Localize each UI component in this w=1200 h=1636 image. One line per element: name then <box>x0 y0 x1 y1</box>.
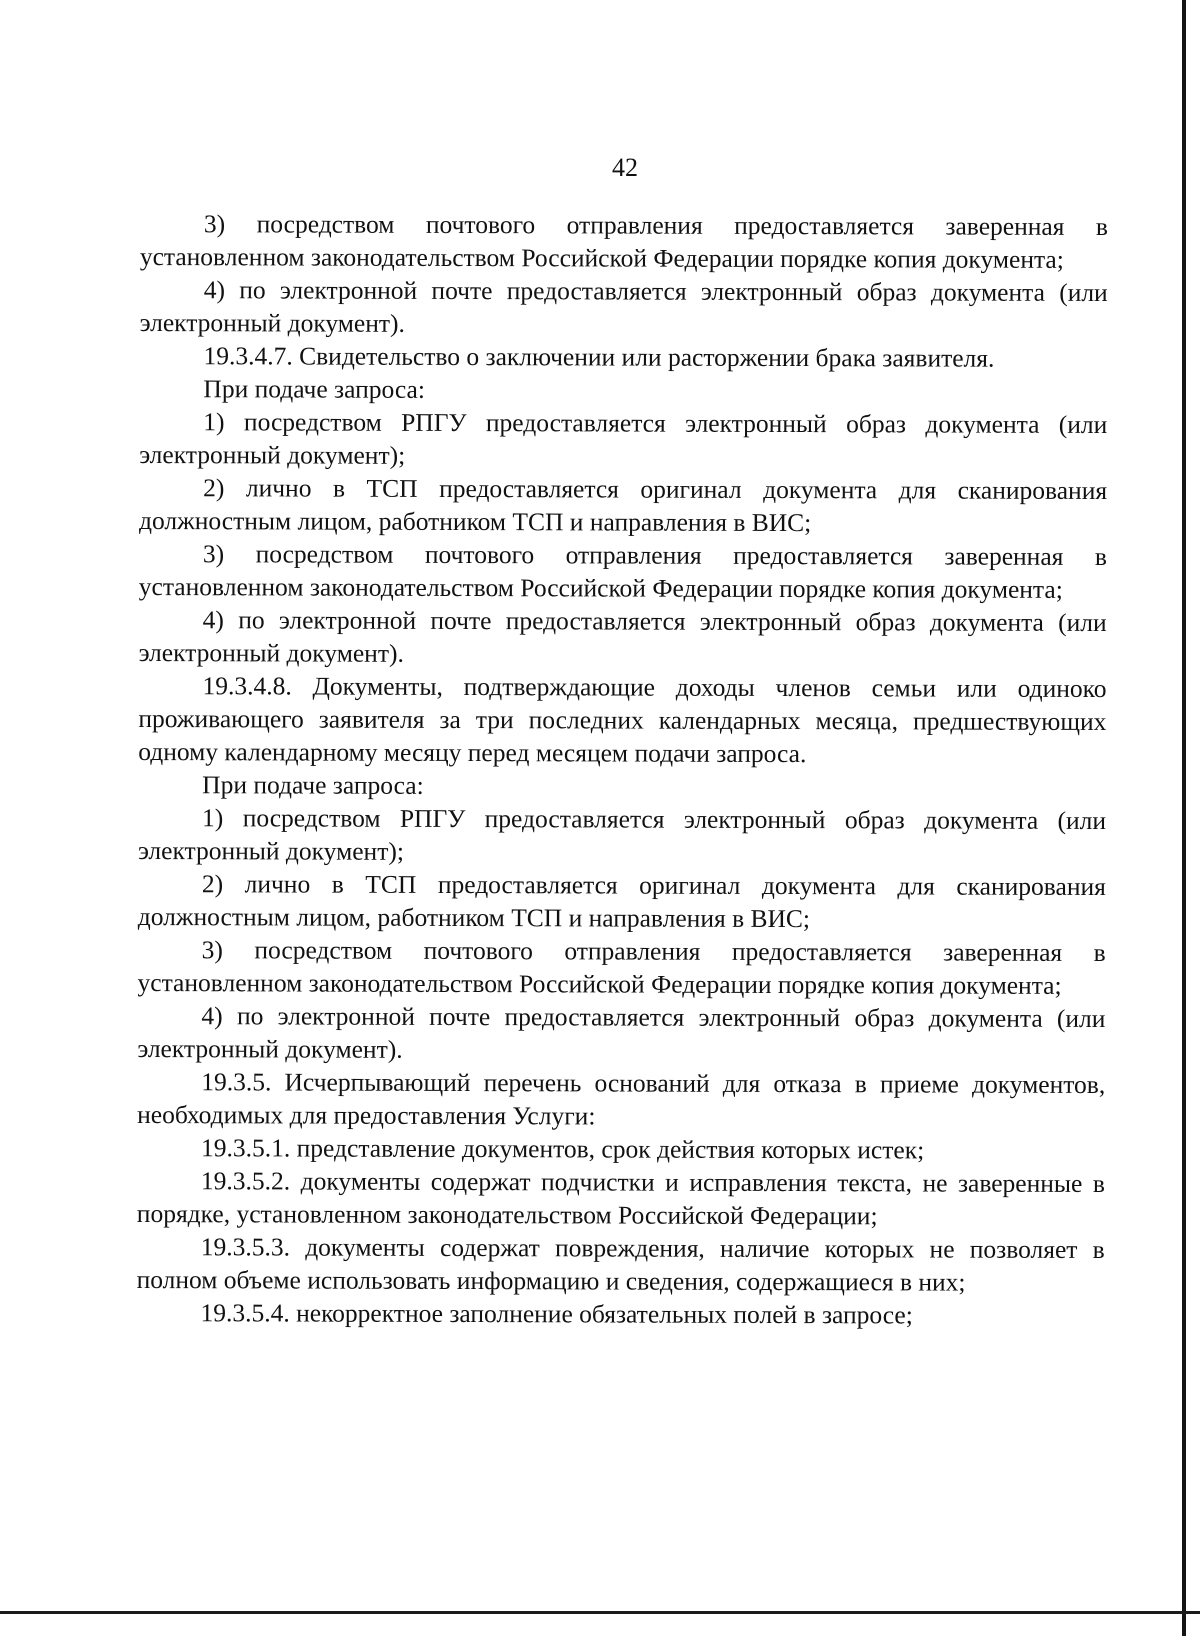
list-item: 19.3.5.3. документы содержат повреждения, наличие которых не позволяет в полном объеме использовать информацию и сведения, содержащиеся в них; <box>136 1232 1105 1297</box>
list-item: 19.3.5.2. документы содержат подчистки и исправления текста, не заверенные в порядке, установленном законодательством Российской Федерации; <box>136 1166 1105 1231</box>
paragraph: 1) посредством РПГУ предоставляется электронный образ документа (или электронный документ); <box>139 407 1108 470</box>
page-edge-right <box>1182 0 1186 1636</box>
list-item: 19.3.5.1. представление документов, срок действия которых истек; <box>200 1133 925 1165</box>
document-body <box>136 207 1108 1332</box>
paragraph: 4) по электронной почте предоставляется электронный образ документа (или электронный документ). <box>138 605 1107 668</box>
paragraph: При подаче запроса: <box>203 374 425 404</box>
paragraph: 3) посредством почтового отправления предоставляется заверенная в установленном законодательством Российской Федерации порядке копия документа; <box>139 209 1108 274</box>
paragraph: 3) посредством почтового отправления предоставляется заверенная в установленном законодательством Российской Федерации порядке копия документа; <box>137 935 1106 1000</box>
paragraph: 2) лично в ТСП предоставляется оригинал документа для сканирования должностным лицом, работником ТСП и направления в ВИС; <box>137 869 1106 934</box>
section-heading: 19.3.4.8. Документы, подтверждающие доходы членов семьи или одиноко проживающего заявителя за три последних календарных месяца, предшествующих одному календарному месяцу перед месяцем подачи запроса. <box>138 671 1107 769</box>
paragraph: 1) посредством РПГУ предоставляется электронный образ документа (или электронный документ); <box>137 803 1107 866</box>
paragraph: 2) лично в ТСП предоставляется оригинал документа для сканирования должностным лицом, работником ТСП и направления в ВИС; <box>138 473 1108 538</box>
paragraph: 3) посредством почтового отправления предоставляется заверенная в установленном законодательством Российской Федерации порядке копия документа; <box>138 539 1107 604</box>
list-item: 19.3.5.4. некорректное заполнение обязательных полей в запросе; <box>200 1298 913 1330</box>
paragraph: 4) по электронной почте предоставляется электронный образ документа (или электронный документ). <box>137 1001 1106 1064</box>
paragraph: При подаче запроса: <box>202 770 424 800</box>
page-edge-bottom <box>0 1611 1200 1614</box>
paragraph: 4) по электронной почте предоставляется электронный образ документа (или электронный документ). <box>139 275 1108 338</box>
page-number: 42 <box>612 153 638 182</box>
section-heading: 19.3.4.7. Свидетельство о заключении или расторжении брака заявителя. <box>203 341 995 373</box>
section-heading: 19.3.5. Исчерпывающий перечень оснований для отказа в приеме документов, необходимых для предоставления Услуги: <box>137 1067 1106 1131</box>
